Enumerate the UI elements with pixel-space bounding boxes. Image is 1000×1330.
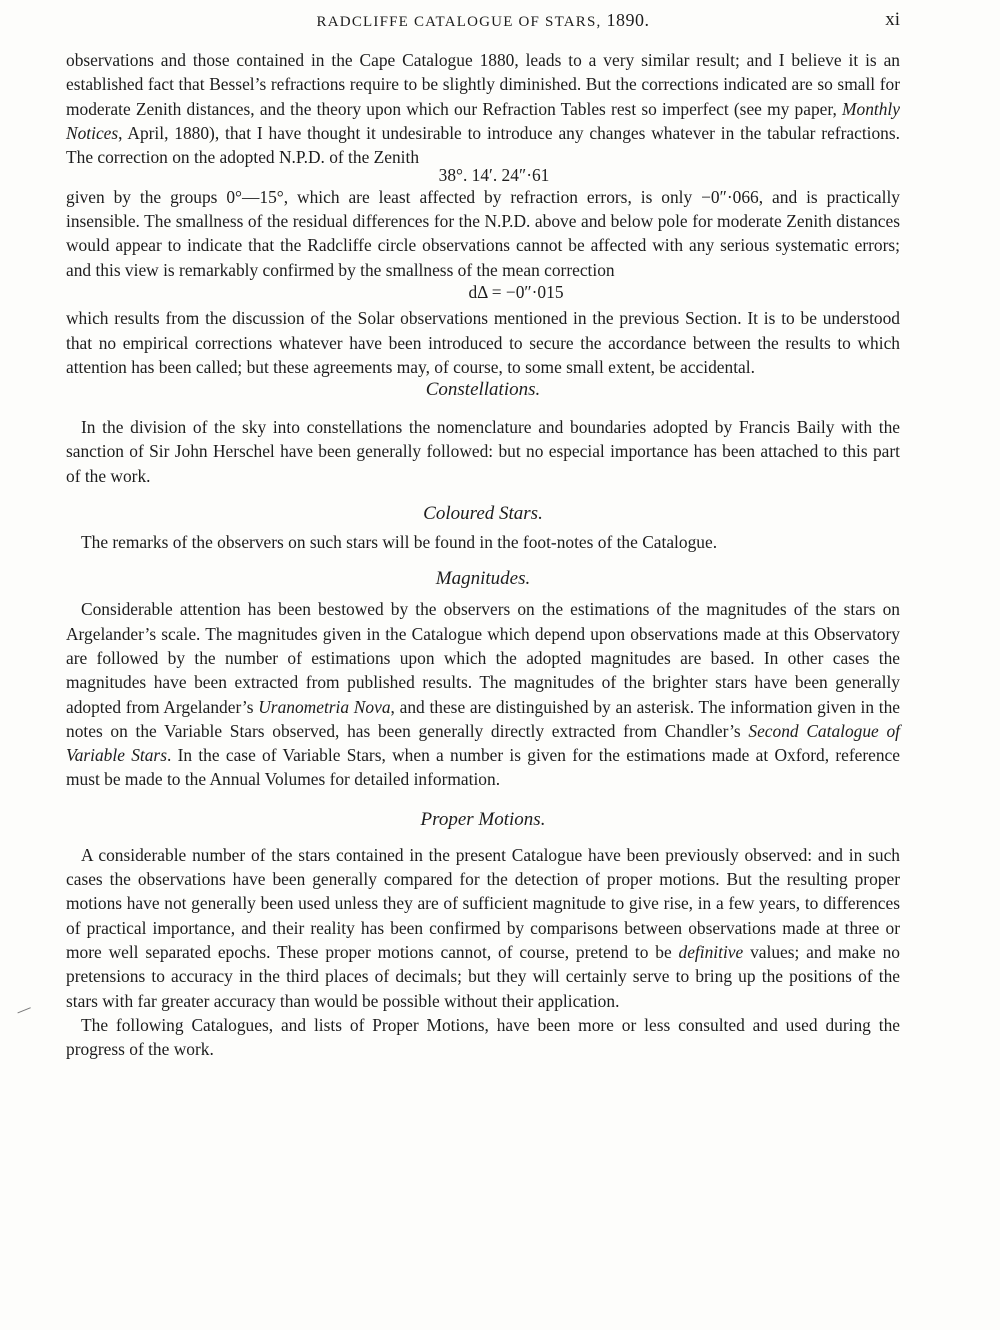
text-run: observations and those contained in the Cape Catalogue 1880, leads to a very similar result; and I believe it is an established fact that Bessel’s refractions require to be slightly diminished. But the corrections indicated are so small for moderate Zenith distances, and the theory upon which our Refraction Tables rest so imperfect (see my paper, bbox=[66, 50, 900, 119]
catalogue-title: RADCLIFFE CATALOGUE OF STARS, bbox=[316, 14, 602, 30]
section-heading-coloured-stars: Coloured Stars. bbox=[423, 503, 543, 525]
running-head bbox=[66, 8, 900, 32]
text-run: , and these are distinguished by an asterisk. The information given in the notes on the Variable Stars observed, has been generally directly extracted from Chandler’s bbox=[66, 696, 900, 741]
body-text bbox=[66, 48, 900, 1061]
magnitudes-section bbox=[66, 566, 900, 791]
paragraph-coloured-stars: The remarks of the observers on such stars will be found in the foot-notes of the Catalogue. bbox=[81, 532, 718, 553]
refraction-section bbox=[66, 48, 900, 379]
paragraph-proper-motions-1 bbox=[66, 843, 900, 1013]
constellations-section bbox=[66, 377, 900, 488]
running-title bbox=[66, 10, 900, 31]
text-run: . In the case of Variable Stars, when a number is given for the estimations made at Oxford, reference must be made to the Annual Volumes for detailed information. bbox=[66, 745, 900, 790]
formula-mean-correction: dΔ = −0″·015 bbox=[468, 281, 564, 302]
catalogue-year: 1890. bbox=[606, 10, 650, 30]
italic-citation: Monthly Notices bbox=[66, 98, 900, 143]
italic-word: definitive bbox=[678, 941, 744, 962]
page-number: xi bbox=[885, 9, 900, 30]
section-heading-proper-motions: Proper Motions. bbox=[420, 808, 546, 830]
paragraph-refraction-1 bbox=[66, 48, 900, 169]
formula-zenith-npd: 38°. 14′. 24″·61 bbox=[438, 165, 550, 186]
text-run: A considerable number of the stars contained in the present Catalogue have been previously observed: and in such cases the observations have been generally compared for the detection of proper motions. But the resulting proper motions have not generally been used unless they are of sufficient magnitude to give rise, in a few years, to differences of practical importance, and their reality has been confirmed by comparisons between observations made at three or more well separated epochs. These proper motions cannot, of course, pretend to be bbox=[66, 844, 900, 962]
text-run: Considerable attention has been bestowed by the observers on the estimations of the magnitudes of the stars on Argelander’s scale. The magnitudes given in the Catalogue which depend upon observations made at this Observatory are followed by the number of estimations upon which the adopted magnitudes are based. In other cases the magnitudes have been extracted from published results. The magnitudes of the brighter stars have been generally adopted from Argelander’s bbox=[66, 599, 900, 717]
section-heading-constellations: Constellations. bbox=[425, 379, 541, 401]
section-heading-magnitudes: Magnitudes. bbox=[435, 568, 531, 590]
text-run: , April, 1880), that I have thought it undesirable to introduce any changes whatever in the tabular refractions. The correction on the adopted N.P.D. of the Zenith bbox=[66, 122, 900, 168]
paragraph-constellations: In the division of the sky into constellations the nomenclature and boundaries adopted by Francis Baily with the sanction of Sir John Herschel have been generally followed: but no especial importance has been attached to this part of the work. bbox=[66, 417, 900, 486]
coloured-stars-section bbox=[66, 501, 900, 554]
paragraph-proper-motions-2: The following Catalogues, and lists of Proper Motions, have been more or less consulted and used during the progress of the work. bbox=[66, 1014, 900, 1060]
paragraph-refraction-2: given by the groups 0°—15°, which are least affected by refraction errors, is only −0″·066, and is practically insensible. The smallness of the residual differences for the N.P.D. above and below pole for moderate Zenith distances would appear to indicate that the Radcliffe circle observations cannot be affected with any serious systematic errors; and this view is remarkably confirmed by the smallness of the mean correction bbox=[66, 186, 900, 280]
paragraph-magnitudes bbox=[66, 597, 900, 791]
text-run: values; and make no pretensions to accuracy in the third places of decimals; but they will certainly serve to bring up the positions of the stars with far greater accuracy than would be possible without their application. bbox=[66, 941, 901, 1011]
italic-title: Second Catalogue of Variable Stars bbox=[66, 720, 901, 766]
proper-motions-section bbox=[66, 807, 900, 1062]
paragraph-refraction-3: which results from the discussion of the Solar observations mentioned in the previous Section. It is to be understood that no empirical corrections whatever have been introduced to secure the accordance between the results to which attention has been called; but these agreements may, of course, to some small extent, be accidental. bbox=[66, 308, 900, 377]
margin-pencil-mark bbox=[15, 1002, 31, 1014]
italic-title: Uranometria Nova bbox=[258, 696, 391, 717]
